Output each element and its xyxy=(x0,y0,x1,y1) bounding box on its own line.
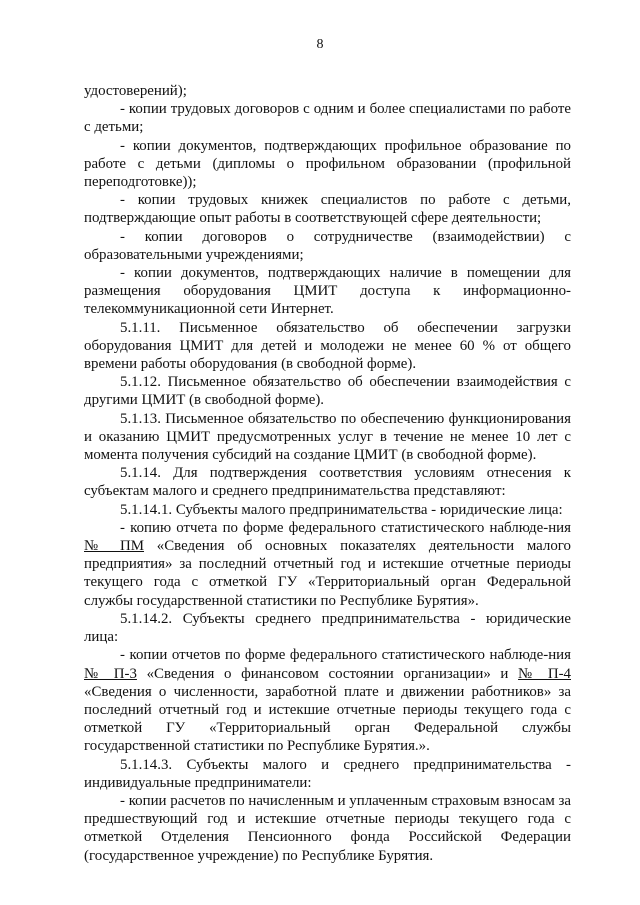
text-run: «Сведения об основных показателях деятельности малого предприятия» за последний отчетный год и истекшие отчетные периоды текущего года с отметкой ГУ «Территориальный орган Федеральной службы государственной статистики по Республике Бурятия». xyxy=(84,538,571,609)
text-run: - копию отчета по форме федерального статистического наблюде-ния xyxy=(120,519,571,536)
form-number-p4: № П-4 xyxy=(518,665,571,682)
text-run: - копии отчетов по форме федерального статистического наблюде-ния xyxy=(120,647,571,664)
list-item-insurance-contributions: - копии расчетов по начисленным и уплаченным страховым взносам за предшествующий год и истекшие отчетные периоды текущего года с отметкой Отделения Пенсионного фонда Российской Федерации (государственное учреждение) по Республике Бурятия. xyxy=(84,792,571,864)
clause-5-1-14: 5.1.14. Для подтверждения соответствия условиям отнесения к субъектам малого и среднего предпринимательства представляют: xyxy=(84,465,571,500)
list-item-pm-report xyxy=(84,519,571,610)
list-item-internet-access-documents: - копии документов, подтверждающих наличие в помещении для размещения оборудования ЦМИТ доступа к информационно-телекоммуникационной сети Интернет. xyxy=(84,265,571,318)
text-run: «Сведения о финансовом состоянии организации» и xyxy=(136,665,519,682)
list-item-education-documents: - копии документов, подтверждающих профильное образование по работе с детьми (дипломы о профильном образовании (профильной переподготовке)); xyxy=(84,137,571,191)
clause-5-1-14-3: 5.1.14.3. Субъекты малого и среднего предпринимательства - индивидуальные предприниматели: xyxy=(84,756,571,791)
text-run: «Сведения о численности, заработной плате и движении работников» за последний отчетный год и истекшие отчетные периоды текущего года с отметкой ГУ «Территориальный орган Федеральной службы государственной статистики по Республике Бурятия.». xyxy=(84,683,571,755)
clause-5-1-13: 5.1.13. Письменное обязательство по обеспечению функционирования и оказанию ЦМИТ предусмотренных услуг в течение не менее 10 лет с момента получения субсидий на создание ЦМИТ (в свободной форме). xyxy=(84,410,571,464)
paragraph-continuation: удостоверений); xyxy=(84,83,187,99)
page-number: 8 xyxy=(316,37,324,52)
list-item-cooperation-agreements: - копии договоров о сотрудничестве (взаимодействии) с образовательными учреждениями; xyxy=(84,228,571,263)
clause-5-1-12: 5.1.12. Письменное обязательство об обеспечении взаимодействия с другими ЦМИТ (в свободной форме). xyxy=(84,374,571,409)
clause-5-1-14-1: 5.1.14.1. Субъекты малого предпринимательства - юридические лица: xyxy=(120,501,563,518)
document-body xyxy=(84,82,571,865)
list-item-work-record-books: - копии трудовых книжек специалистов по работе с детьми, подтверждающие опыт работы в соответствующей сфере деятельности; xyxy=(84,192,571,227)
list-item-p3-p4-reports xyxy=(84,646,571,755)
form-number-p3: № П-3 xyxy=(84,665,137,682)
clause-5-1-14-2: 5.1.14.2. Субъекты среднего предпринимательства - юридические лица: xyxy=(84,610,571,646)
clause-5-1-11: 5.1.11. Письменное обязательство об обеспечении загрузки оборудования ЦМИТ для детей и молодежи не менее 60 % от общего времени работы оборудования (в свободной форме). xyxy=(84,319,571,373)
form-number-pm: № ПМ xyxy=(84,538,145,555)
list-item-employment-contracts: - копии трудовых договоров с одним и более специалистами по работе с детьми; xyxy=(84,101,571,136)
